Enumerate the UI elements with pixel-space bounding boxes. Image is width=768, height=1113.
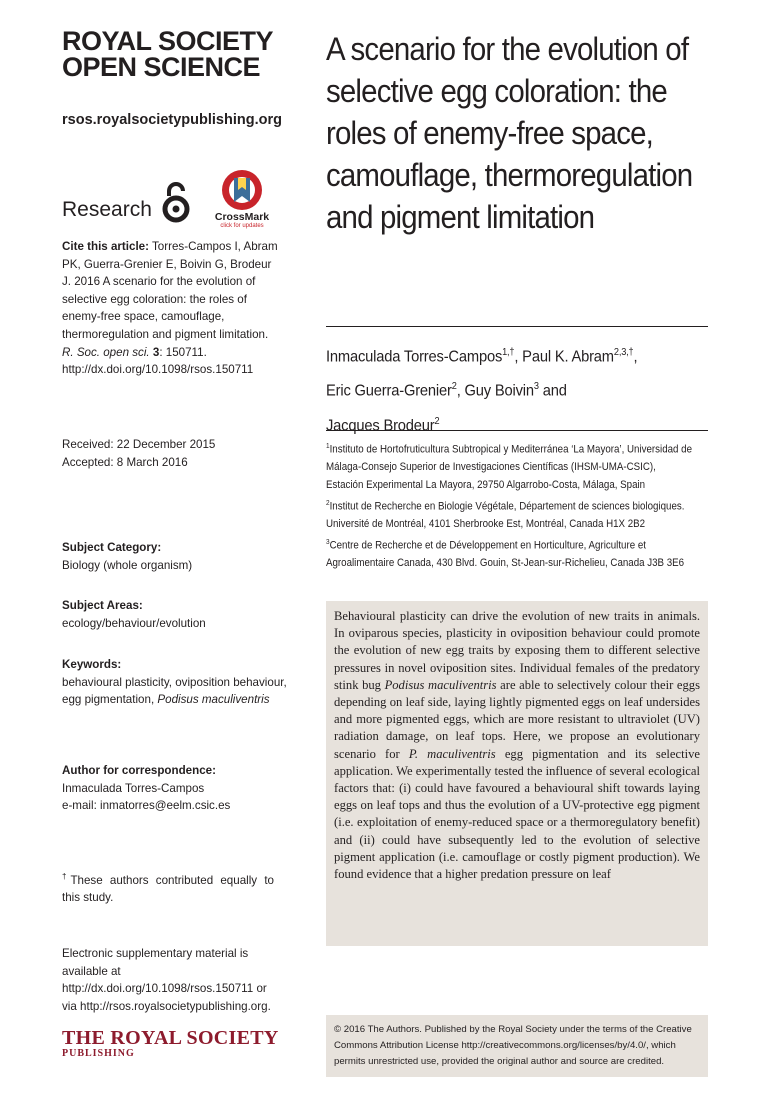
- accepted-date: Accepted: 8 March 2016: [62, 455, 188, 469]
- citation-doi[interactable]: http://dx.doi.org/10.1098/rsos.150711: [62, 363, 254, 377]
- keywords-species: Podisus maculiventris: [157, 693, 270, 707]
- keywords: [62, 656, 292, 709]
- citation-pages: : 150711.: [159, 345, 207, 359]
- affiliations: [326, 438, 694, 573]
- author-list: [326, 338, 685, 441]
- title-rule: [326, 326, 708, 327]
- author-and: and: [538, 382, 567, 400]
- journal-name-line1: ROYAL SOCIETY: [62, 26, 274, 56]
- authors-rule: [326, 430, 708, 431]
- subject-category: [62, 539, 292, 574]
- abstract-text: [326, 601, 708, 883]
- subject-category-label: Subject Category:: [62, 541, 162, 554]
- dates: [62, 436, 292, 471]
- correspondence-name: Inmaculada Torres-Campos: [62, 781, 205, 795]
- author-4-affil: 3: [533, 381, 539, 393]
- equal-contribution-note: [62, 868, 274, 907]
- affil-2-num: 2: [326, 499, 330, 507]
- affiliation-line: [326, 438, 694, 459]
- affil-1-line1: Instituto de Hortofruticultura Subtropical y Mediterránea ‘La Mayora’, Universidad de: [329, 443, 693, 456]
- correspondence-email[interactable]: e-mail: inmatorres@eelm.csic.es: [62, 799, 231, 813]
- license-box: [326, 1015, 708, 1077]
- affil-3-line2: Agroalimentaire Canada, 430 Blvd. Gouin, St-Jean-sur-Richelieu, Canada J3B 3E6: [326, 557, 685, 570]
- abstract-part-3: egg pigmentation and its selective application. We experimentally tested the influence of several ecological factors that: (i) could have favoured a behavioural shift towards laying eggs on leaf tops and thus the evolution of a UV-protective egg pigment (i.e. exploitation of enemy-reduced space or a thermoregulatory benefit) and (ii) could have subsequently led to the evolution of selective pigment application (i.e. camouflage or costly pigment production). We found evidence that a higher predation pressure on leaf: [334, 746, 700, 882]
- open-access-icon: [160, 180, 192, 224]
- journal-name: [62, 28, 302, 80]
- crossmark-sub: click for updates: [220, 223, 264, 229]
- publisher-logo: [62, 1028, 279, 1060]
- abstract-part-1: Behavioural plasticity can drive the evolution of new traits in animals. In oviparous species, plasticity in oviposition behaviour could promote the evolution of new egg traits by exposing them to different selective pressures in novel oviposition sites. Individual females of the predatory stink bug: [334, 609, 700, 692]
- section-label: Research: [62, 198, 152, 221]
- citation-journal: R. Soc. open sci.: [62, 345, 150, 359]
- keywords-line1: behavioural plasticity, oviposition behaviour,: [62, 675, 287, 689]
- affiliation-line: [326, 495, 694, 516]
- license-text: © 2016 The Authors. Published by the Royal Society under the terms of the Creative Commons Attribution License http://creativecommons.org/licenses/by/4.0/, which permits unrestricted use, provided the original author and source are credited.: [334, 1024, 692, 1067]
- subject-areas-label: Subject Areas:: [62, 599, 143, 612]
- abstract-species-2: P. maculiventris: [408, 746, 496, 761]
- author-1: Inmaculada Torres-Campos: [326, 348, 503, 366]
- article-title: A scenario for the evolution of selective egg coloration: the roles of enemy-free space, camouflage, thermoregulation and pigment limitation: [326, 31, 693, 235]
- affil-1-line3: Estación Experimental La Mayora, 29750 Algarrobo-Costa, Málaga, Spain: [326, 479, 646, 492]
- author-3-affil: 2: [451, 381, 457, 393]
- keywords-label: Keywords:: [62, 658, 122, 671]
- author-3: Eric Guerra-Grenier: [326, 382, 452, 400]
- author-5-affil: 2: [434, 415, 440, 427]
- publisher-name: THE ROYAL SOCIETY: [62, 1027, 279, 1049]
- citation-label: Cite this article:: [62, 240, 149, 253]
- affil-1-num: 1: [326, 443, 330, 450]
- keywords-line2: [62, 691, 292, 709]
- abstract-box: [326, 601, 708, 946]
- crossmark-icon: [212, 168, 272, 216]
- author-1-affil: 1,†: [502, 347, 515, 358]
- affil-3-num: 3: [326, 539, 330, 547]
- author-sep: ,: [633, 348, 638, 366]
- equal-contribution-text: These authors contributed equally to this study.: [62, 873, 274, 905]
- citation-text: Torres-Campos I, Abram PK, Guerra-Grenier E, Boivin G, Brodeur J. 2016 A scenario for the evolution of selective egg coloration: the roles of enemy-free space, camouflage, thermoregulation and pigment limitation.: [62, 240, 278, 341]
- keywords-line2-text: egg pigmentation,: [62, 693, 158, 707]
- author-2: , Paul K. Abram: [514, 348, 614, 366]
- affiliation-line: [326, 534, 694, 555]
- crossmark-badge[interactable]: [212, 168, 272, 232]
- journal-url[interactable]: rsos.royalsocietypublishing.org: [62, 112, 282, 128]
- crossmark-label: CrossMark: [214, 211, 270, 223]
- abstract-part-2: are able to selectively colour their eggs depending on leaf side, laying lightly pigmented eggs on leaf undersides and more pigmented eggs, which are more resistant to ultraviolet (UV) radiation damage, on leaf tops. Here, we propose an evolutionary scenario for: [334, 677, 701, 761]
- dagger-mark: †: [62, 872, 71, 881]
- subject-areas-value: ecology/behaviour/evolution: [62, 616, 206, 630]
- affil-1-line2: Málaga-Consejo Superior de Investigaciones Científicas (IHSM-UMA-CSIC),: [326, 461, 656, 474]
- citation-block: [62, 238, 280, 379]
- subject-category-value: Biology (whole organism): [62, 558, 193, 572]
- citation-volume: 3: [149, 345, 160, 359]
- correspondence-label: Author for correspondence:: [62, 764, 216, 777]
- subject-areas: [62, 597, 292, 632]
- correspondence: [62, 762, 292, 815]
- affil-2-line1: Institut de Recherche en Biologie Végétale, Département de sciences biologiques.: [329, 500, 685, 513]
- affil-2-line2: Université de Montréal, 4101 Sherbrooke Est, Montréal, Canada H1X 2B2: [326, 518, 646, 531]
- affil-3-line1: Centre de Recherche et de Développement en Horticulture, Agriculture et: [329, 539, 646, 552]
- journal-name-line2: OPEN SCIENCE: [62, 52, 261, 82]
- esm-note: Electronic supplementary material is available at http://dx.doi.org/10.1098/rsos.150711 or via http://rsos.royalsocietypublishing.org.: [62, 947, 271, 1013]
- abstract-species-1: Podisus maculiventris: [384, 677, 497, 692]
- publisher-sub: PUBLISHING: [62, 1048, 135, 1059]
- received-date: Received: 22 December 2015: [62, 438, 216, 451]
- author-4: , Guy Boivin: [456, 382, 534, 400]
- author-2-affil: 2,3,†: [613, 347, 634, 358]
- author-5: Jacques Brodeur: [326, 416, 435, 434]
